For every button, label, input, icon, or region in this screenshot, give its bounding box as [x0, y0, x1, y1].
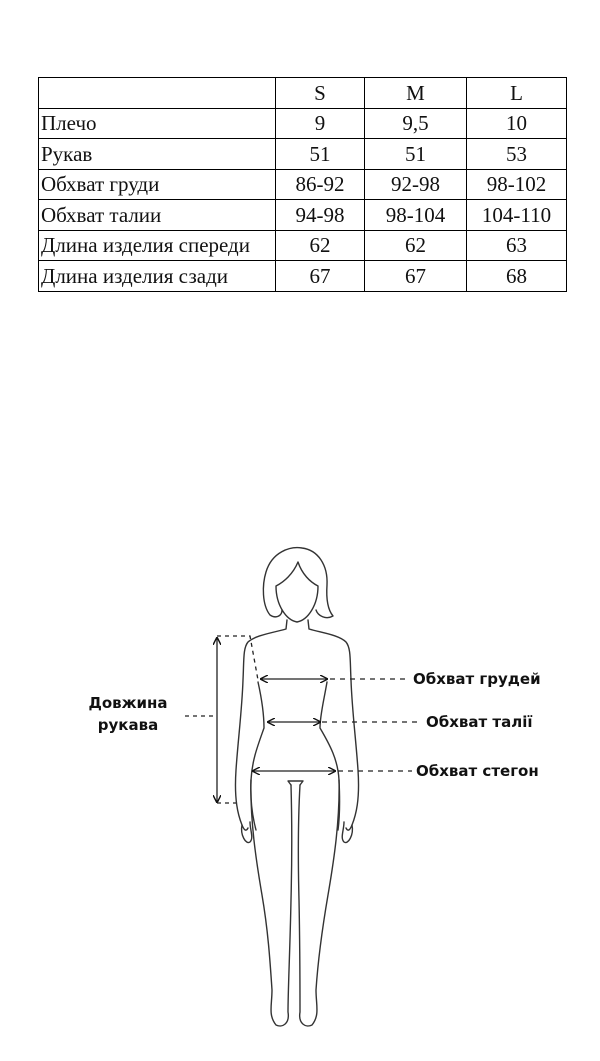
cell: 104-110 — [467, 200, 567, 231]
cell: 53 — [467, 139, 567, 170]
cell: 92-98 — [365, 169, 467, 200]
cell: 9,5 — [365, 108, 467, 139]
row-label: Рукав — [39, 139, 276, 170]
cell: 67 — [276, 261, 365, 292]
row-label: Обхват груди — [39, 169, 276, 200]
hips-label: Обхват стегон — [416, 762, 539, 780]
leg-left — [251, 780, 292, 1026]
face — [276, 562, 318, 622]
cell: 98-102 — [467, 169, 567, 200]
cell: 51 — [365, 139, 467, 170]
sleeve-dash-lines — [185, 636, 258, 803]
hand-left — [242, 822, 252, 843]
cell: 68 — [467, 261, 567, 292]
cell: 62 — [365, 230, 467, 261]
sleeve-length-label-line2: рукава — [97, 716, 159, 734]
arm-inner-right — [320, 682, 340, 830]
body-silhouette — [235, 548, 358, 1026]
hair — [263, 548, 333, 618]
cell: 62 — [276, 230, 365, 261]
cell: 86-92 — [276, 169, 365, 200]
row-label: Плечо — [39, 108, 276, 139]
label-dash-lines — [322, 679, 418, 771]
hand-right — [342, 822, 352, 843]
row-label: Длина изделия сзади — [39, 261, 276, 292]
cell: 67 — [365, 261, 467, 292]
crotch — [288, 781, 303, 785]
header-cell-l: L — [467, 78, 567, 109]
cell: 94-98 — [276, 200, 365, 231]
header-cell-m: M — [365, 78, 467, 109]
arm-inner-left — [251, 682, 264, 830]
cell: 51 — [276, 139, 365, 170]
row-label: Обхват талии — [39, 200, 276, 231]
row-label: Длина изделия спереди — [39, 230, 276, 261]
cell: 63 — [467, 230, 567, 261]
cell: 10 — [467, 108, 567, 139]
waist-label: Обхват талії — [426, 713, 533, 731]
chest-label: Обхват грудей — [413, 670, 541, 688]
header-cell-s: S — [276, 78, 365, 109]
measurement-lines — [185, 636, 418, 803]
cell: 98-104 — [365, 200, 467, 231]
leg-right — [298, 780, 339, 1026]
sleeve-length-label: Довжина — [88, 694, 168, 712]
cell: 9 — [276, 108, 365, 139]
